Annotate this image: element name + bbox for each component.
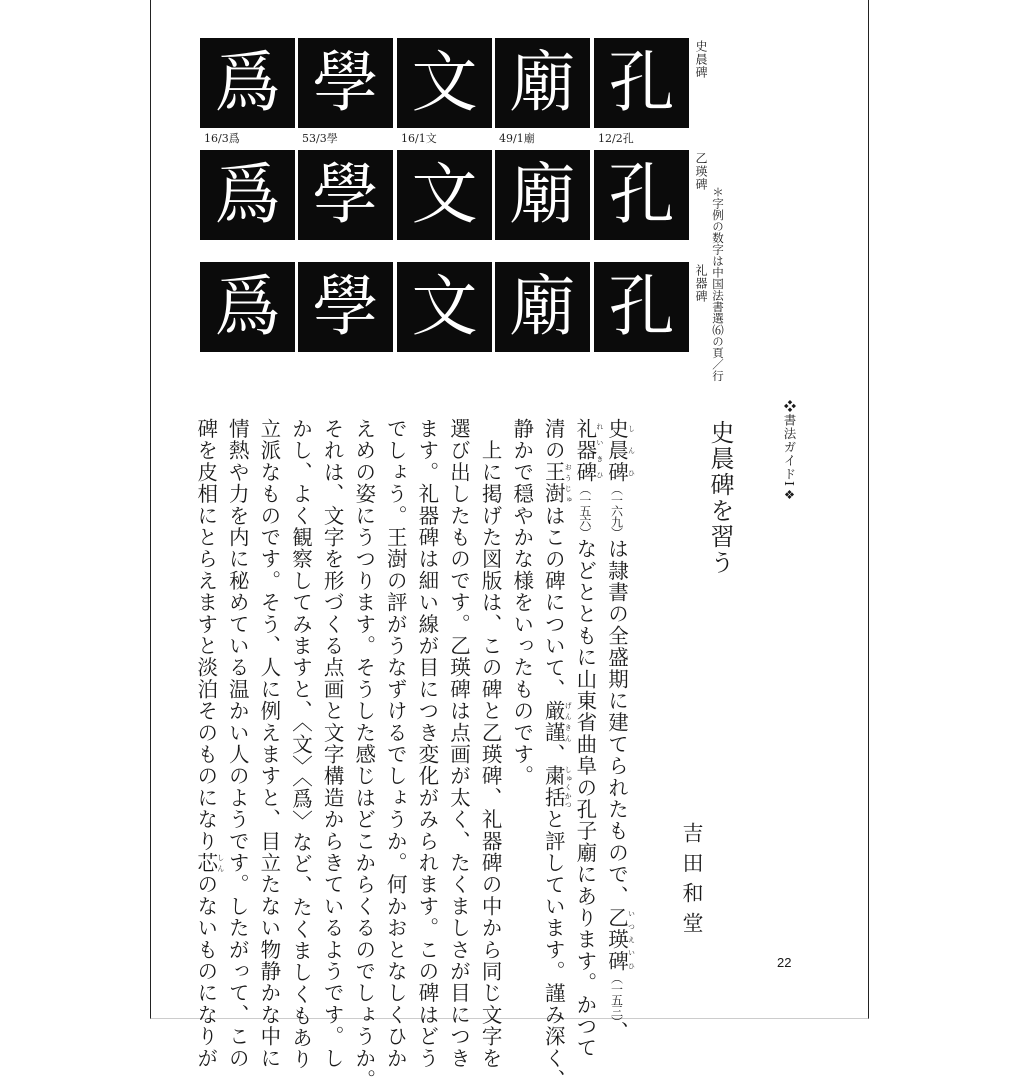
text-run: のないものになりが <box>193 873 218 1070</box>
text-run: などとともに山東省曲阜の孔子廟にあります。かつて <box>572 538 597 1059</box>
text-run: でしょう。王澍の評がうなずけるでしょうか。何かおとなしくひか <box>383 418 408 1069</box>
plate-tile: 廟 <box>495 262 590 352</box>
ruby-reading: しゅくかつ <box>564 765 573 809</box>
text-run: 静かで穏やかな様をいったものです。 <box>509 418 534 787</box>
ruby-reading: しんひ <box>627 418 636 484</box>
text-column <box>227 418 248 1069</box>
ruby-reading: いつえいひ <box>627 907 636 973</box>
text-column <box>385 418 406 1069</box>
plate-source-label: 礼器碑 <box>694 264 708 303</box>
ruby-base: 礼器碑 <box>572 418 597 484</box>
year-note: （一六九） <box>609 483 624 539</box>
text-run: 、 <box>541 743 566 766</box>
article-author: 吉田和堂 <box>680 822 704 942</box>
page-number: 22 <box>777 955 792 970</box>
plate-tile: 文 <box>397 150 492 240</box>
plate-source-label: 乙瑛碑 <box>694 152 708 191</box>
ruby-term <box>604 418 636 484</box>
text-run: かし、よく観察してみますと、〈文〉〈爲〉など、たくましくもあり <box>288 418 313 1071</box>
year-note: （一五六） <box>577 483 592 539</box>
text-run: それは、文字を形づくる点画と文字構造からきているようです。し <box>320 418 345 1069</box>
plate-tile: 廟 <box>495 38 590 128</box>
plate-caption: 53/3學 <box>302 132 338 145</box>
plate-caption: 12/2孔 <box>598 132 634 145</box>
text-run: 選び出したものです。乙瑛碑は点画が太く、たくましさが目につき <box>446 418 471 1069</box>
text-run: えめの姿にうつります。そうした感じはどこからくるのでしょうか。 <box>351 418 376 1091</box>
plate-tile: 學 <box>298 262 393 352</box>
plate-tile: 孔 <box>594 262 689 352</box>
ruby-reading: げんきん <box>564 700 573 744</box>
plate-tile: 爲 <box>200 38 295 128</box>
text-run: 、 <box>604 1021 629 1043</box>
ruby-reading: しん <box>216 852 225 874</box>
text-run: 上に掲げた図版は、この碑と乙瑛碑、礼器碑の中から同じ文字を <box>478 418 503 1070</box>
text-run: は隷書の全盛期に建てられたもので、 <box>604 538 629 908</box>
ruby-reading: おうじゅ <box>564 461 573 505</box>
text-column <box>416 418 437 1069</box>
year-value: 一五三 <box>609 983 624 1017</box>
text-column <box>480 418 501 1069</box>
ruby-base: 史晨碑 <box>604 418 629 484</box>
plate-tile: 學 <box>298 150 393 240</box>
plate-tile: 孔 <box>594 38 689 128</box>
text-column <box>290 418 311 1070</box>
ruby-term <box>541 765 573 809</box>
plate-caption: 16/3爲 <box>204 132 240 145</box>
ruby-base: 粛括 <box>541 765 566 809</box>
text-run: と評しています。謹み深く、 <box>541 808 566 1091</box>
ruby-reading: れいきひ <box>595 418 604 484</box>
text-column <box>511 418 532 787</box>
plate-note: ＊字例の数字は中国法書選⑹の頁／行 <box>711 186 725 382</box>
text-column <box>322 418 343 1069</box>
ruby-term <box>541 700 573 744</box>
text-column <box>543 418 573 1091</box>
plate-tile: 爲 <box>200 150 295 240</box>
text-run: 立派なものです。そう、人に例えますと、目立たない物静かな中に <box>256 418 281 1069</box>
text-column <box>574 418 604 1059</box>
plate-tile: 孔 <box>594 150 689 240</box>
plate-tile: 文 <box>397 38 492 128</box>
text-column <box>353 418 374 1091</box>
year-note: （一五三） <box>609 972 624 1022</box>
ruby-base: 乙瑛碑 <box>604 907 629 973</box>
plate-caption: 16/1文 <box>401 132 437 145</box>
plate-tile: 廟 <box>495 150 590 240</box>
plate-caption: 49/1廟 <box>499 132 535 145</box>
text-run: 情熱や力を内に秘めている温かい人のようです。したがって、この <box>225 418 250 1069</box>
text-run: 清の <box>541 418 566 462</box>
text-column <box>195 418 225 1069</box>
plate-tile: 文 <box>397 262 492 352</box>
text-column <box>606 418 636 1043</box>
ruby-term <box>572 418 604 484</box>
text-run: ます。礼器碑は細い線が目につき変化がみられます。この碑はどう <box>414 418 439 1069</box>
text-column <box>258 418 279 1069</box>
ruby-base: 芯 <box>193 852 218 874</box>
ruby-term <box>604 907 636 973</box>
year-value: 一六九 <box>609 494 624 528</box>
year-value: 一五六 <box>577 494 592 528</box>
ruby-term <box>541 461 573 505</box>
ruby-base: 厳謹 <box>541 700 566 744</box>
text-column <box>448 418 469 1069</box>
article-title: 史晨碑を習う <box>706 420 734 576</box>
text-run: はこの碑について、 <box>541 504 566 701</box>
plate-tile: 學 <box>298 38 393 128</box>
plate-tile: 爲 <box>200 262 295 352</box>
text-run: 碑を皮相にとらえますと淡泊そのものになり <box>193 418 218 852</box>
plate-source-label: 史晨碑 <box>694 40 708 79</box>
ruby-term <box>193 852 225 874</box>
series-label: ❖書法ガイドI❖ <box>782 400 797 503</box>
ruby-base: 王澍 <box>541 461 566 505</box>
